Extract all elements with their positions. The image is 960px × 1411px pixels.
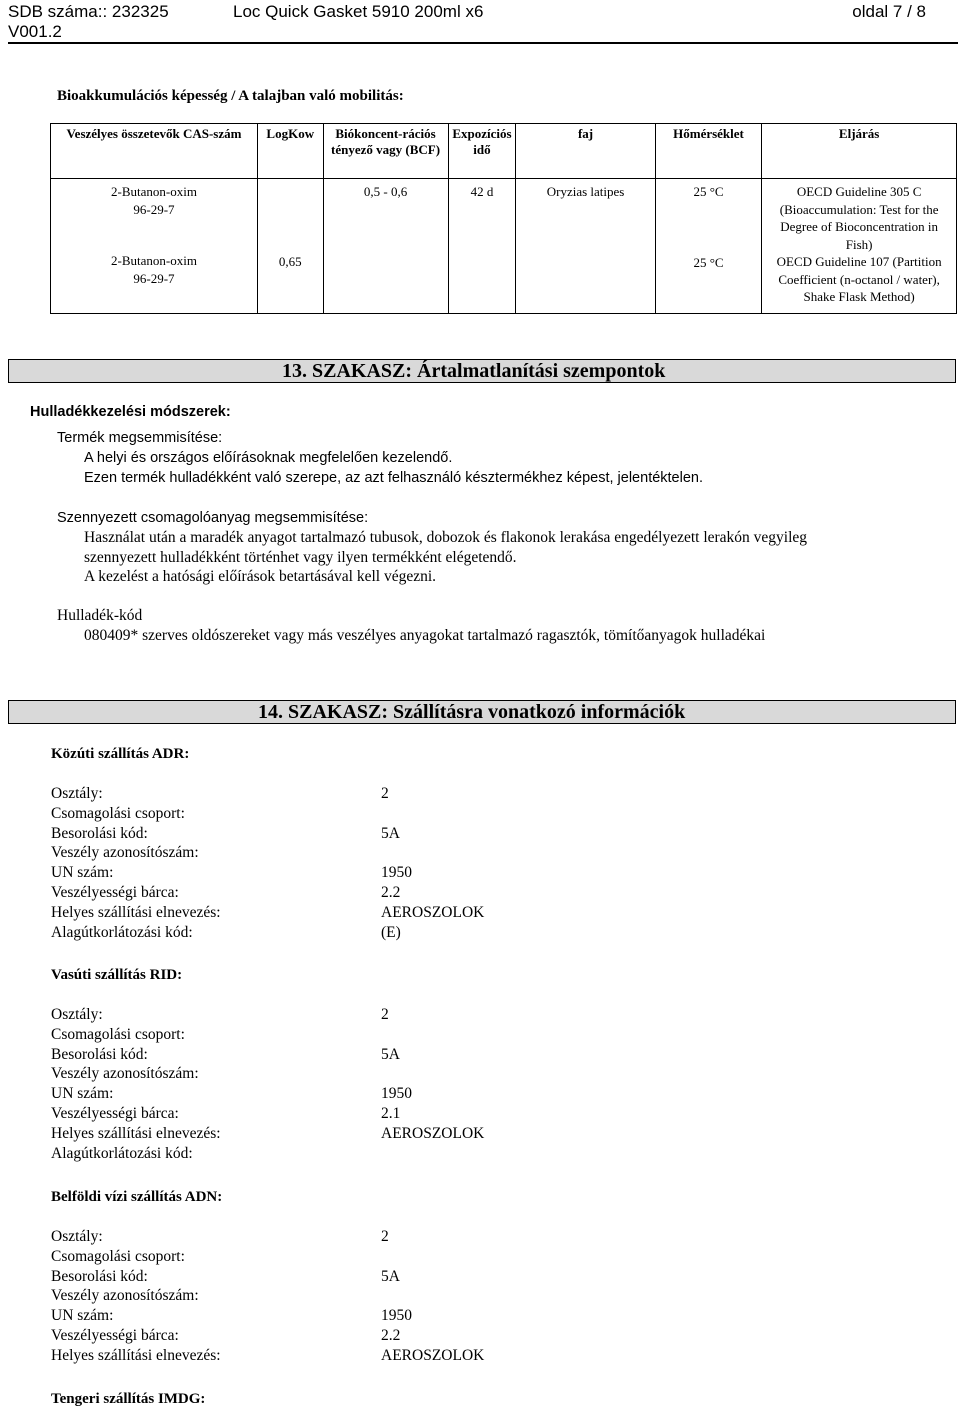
transport-value: 5A [381, 1267, 400, 1285]
transport-value: 1950 [381, 1085, 412, 1103]
bcf-value: 0,5 - 0,6 [363, 184, 408, 199]
product-disposal-label: Termék megsemmisítése: [57, 430, 223, 446]
transport-label: Veszélyességi bárca: [51, 884, 179, 901]
logkow-value: 0,65 [278, 254, 302, 269]
transport-label: Osztály: [51, 785, 103, 802]
bioaccumulation-title: Bioakkumulációs képesség / A talajban való mobilitás: [57, 88, 404, 104]
exposure-value: 42 d [470, 184, 494, 199]
transport-value: 1950 [381, 864, 412, 882]
sdb-number: SDB száma:: 232325 [8, 2, 169, 21]
transport-label: Csomagolási csoport: [51, 804, 185, 822]
component-cell [51, 179, 258, 314]
header-rule [8, 42, 958, 44]
transport-label: Helyes szállítási elnevezés: [51, 1124, 221, 1142]
section-14-title: 14. SZAKASZ: Szállításra vonatkozó információk [258, 701, 686, 723]
species-value: Oryzias latipes [546, 184, 625, 199]
product-name: Loc Quick Gasket 5910 200ml x6 [233, 2, 484, 21]
component-name: 2-Butanon-oxim [111, 253, 197, 268]
cas-number: 96-29-7 [133, 201, 175, 217]
transport-value: 5A [381, 1045, 400, 1063]
transport-label: Csomagolási csoport: [51, 1025, 185, 1043]
transport-label: Osztály: [51, 1228, 103, 1245]
transport-value: 2.2 [381, 1327, 401, 1344]
species-cell [516, 179, 655, 314]
packaging-line: Használat után a maradék anyagot tartalmazó tubusok, dobozok és flakonok lerakása engedélyezett lerakón vegyileg [84, 529, 808, 546]
temperature-value: 25 °C [693, 254, 724, 270]
transport-value: 2 [381, 785, 389, 802]
version: V001.2 [8, 22, 62, 41]
transport-label: Veszélyességi bárca: [51, 1327, 179, 1344]
transport-value: (E) [381, 923, 401, 941]
header-component: Veszélyes összetevők CAS-szám [51, 124, 258, 179]
transport-label: Osztály: [51, 1006, 103, 1023]
transport-label: Alagútkorlátozási kód: [51, 923, 193, 941]
transport-value: 2 [381, 1228, 389, 1245]
exposure-cell [448, 179, 516, 314]
method-value: OECD Guideline 305 C (Bioaccumulation: Test for the Degree of Bioconcentration in Fish) [779, 184, 939, 252]
table-row [51, 179, 957, 314]
packaging-label: Szennyezett csomagolóanyag megsemmisítése: [57, 510, 369, 526]
transport-label: Alagútkorlátozási kód: [51, 1144, 193, 1162]
transport-label: Veszély azonosítószám: [51, 1065, 199, 1083]
transport-label: Veszélyességi bárca: [51, 1105, 179, 1122]
bcf-cell [323, 179, 448, 314]
header-bcf: Biókoncent-rációs tényező vagy (BCF) [323, 124, 448, 179]
section-13-title: 13. SZAKASZ: Ártalmatlanítási szempontok [282, 360, 666, 382]
cas-number: 96-29-7 [133, 270, 175, 286]
transport-value: 2.2 [381, 884, 401, 901]
transport-value: AEROSZOLOK [381, 1346, 485, 1364]
method-cell [762, 179, 957, 314]
header-logkow: LogKow [257, 124, 323, 179]
imdg-heading: Tengeri szállítás IMDG: [51, 1391, 206, 1407]
header-method: Eljárás [762, 124, 957, 179]
temperature-cell [655, 179, 762, 314]
transport-label: Csomagolási csoport: [51, 1247, 185, 1265]
transport-value: AEROSZOLOK [381, 903, 485, 921]
method-value: OECD Guideline 107 (Partition Coefficient (n-octanol / water), Shake Flask Method) [776, 254, 942, 304]
component-name: 2-Butanon-oxim [111, 184, 197, 199]
adr-heading: Közúti szállítás ADR: [51, 746, 190, 762]
transport-label: Veszély azonosítószám: [51, 844, 199, 862]
packaging-line: A kezelést a hatósági előírások betartásával kell végezni. [84, 568, 437, 585]
transport-value: AEROSZOLOK [381, 1124, 485, 1142]
adn-heading: Belföldi vízi szállítás ADN: [51, 1189, 223, 1205]
rid-heading: Vasúti szállítás RID: [51, 967, 183, 983]
transport-label: Veszély azonosítószám: [51, 1287, 199, 1305]
transport-label: Besorolási kód: [51, 1045, 148, 1063]
temperature-value: 25 °C [693, 184, 724, 199]
transport-label: UN szám: [51, 1307, 114, 1325]
transport-value: 1950 [381, 1307, 412, 1325]
table-header-row [51, 124, 957, 179]
product-disposal-line: A helyi és országos előírásoknak megfelelően kezelendő. [84, 450, 453, 466]
transport-label: Helyes szállítási elnevezés: [51, 1346, 221, 1364]
logkow-cell [257, 179, 323, 314]
waste-code: 080409* szerves oldószereket vagy más veszélyes anyagokat tartalmazó ragasztók, tömítőanyagok hulladékai [84, 627, 766, 644]
transport-label: UN szám: [51, 864, 114, 882]
header-temperature: Hőmérséklet [655, 124, 762, 179]
transport-label: Besorolási kód: [51, 1267, 148, 1285]
bioaccumulation-table [50, 123, 957, 314]
waste-methods-label: Hulladékkezelési módszerek: [30, 404, 231, 420]
transport-value: 5A [381, 824, 400, 842]
transport-value: 2 [381, 1006, 389, 1023]
header-exposure: Expozíciós idő [448, 124, 516, 179]
packaging-line: szennyezett hulladékként történhet vagy ilyen termékként elégetendő. [84, 549, 517, 566]
product-disposal-line: Ezen termék hulladékként való szerepe, az azt felhasználó késztermékhez képest, jelentéktelen. [84, 470, 704, 486]
transport-label: Helyes szállítási elnevezés: [51, 903, 221, 921]
header-species: faj [516, 124, 655, 179]
page-number: oldal 7 / 8 [852, 2, 926, 21]
waste-code-label: Hulladék-kód [57, 607, 143, 624]
transport-label: Besorolási kód: [51, 824, 148, 842]
transport-value: 2.1 [381, 1105, 401, 1122]
transport-label: UN szám: [51, 1085, 114, 1103]
